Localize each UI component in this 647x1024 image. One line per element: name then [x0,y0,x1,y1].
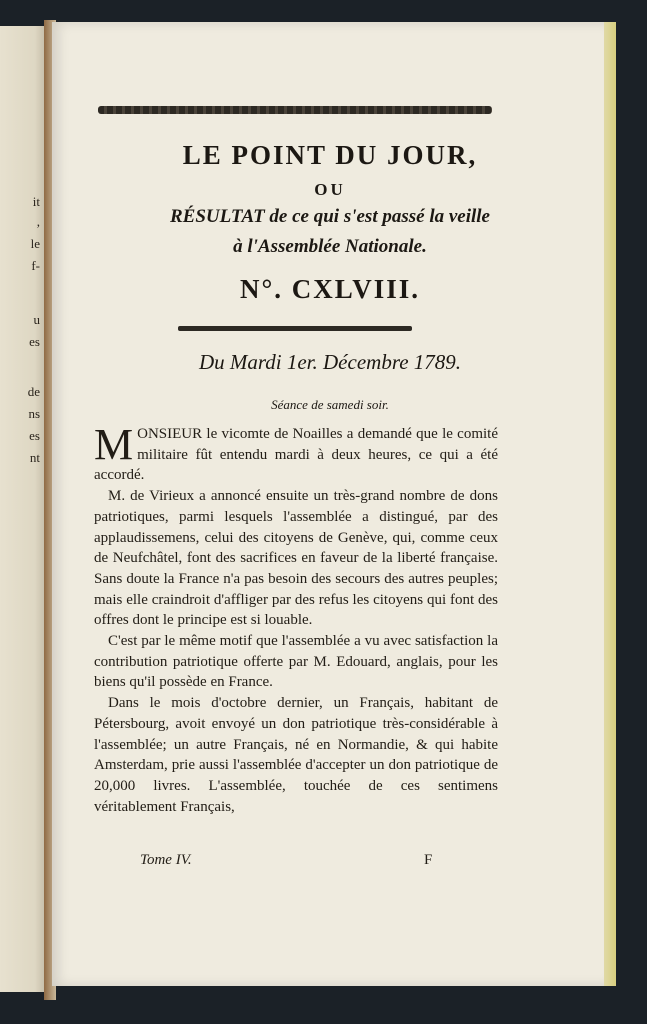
issue-date: Du Mardi 1er. Décembre 1789. [198,350,462,374]
top-ornamental-rule [98,106,492,114]
left-page-fragment: , [36,214,40,229]
left-page-fragment: es [29,334,40,349]
paragraph-2: M. de Virieux a annoncé ensuite un très-grand nombre de dons patriotiques, parmi lesquels l'assemblée a distingué, par des applaudissemens, celui des citoyens de Genève, qui, comme ceux de Neufchâtel, font des sacrifices en faveur de la liberté française. Sans doute la France n'a pas besoin des secours des autres peuples; mais elle craindroit d'affliger par des refus les citoyens qui font des offres dont le principe est si louable. [94,488,498,629]
issue-number: N°. CXLVIII. [239,274,421,304]
subtitle-line-1: RÉSULTAT de ce qui s'est passé la veille [170,206,490,227]
session-heading: Séance de samedi soir. [271,397,389,412]
paragraph-4: Dans le mois d'octobre dernier, un Français, habitant de Pétersbourg, avoit envoyé un don patriotique très-considérable à l'assemblée; un autre Français, né en Normandie, & qui habite Amsterdam, prie aussi l'assemblée d'accepter un don patriotique de 20,000 livres. L'assemblée, touchée de ces sentimens véritablement Français, [94,695,498,815]
drop-cap: M [94,420,134,469]
left-page-fragment: u [33,312,40,327]
newspaper-title: LE POINT DU JOUR, [182,140,478,170]
paragraph-1-text: ONSIEUR le vicomte de Noailles a demandé que le comité militaire fût entendu mardi à deux heures, ce qui a été accordé. [94,426,498,484]
article-body [94,420,498,817]
middle-rule [178,326,412,331]
paragraph-1 [94,420,498,486]
title-conjunction: OU [314,180,346,199]
left-facing-page [0,26,50,992]
left-page-fragment: it [32,194,40,209]
left-page-fragment: ns [28,406,40,421]
left-page-fragment: le [30,236,40,251]
left-page-fragment: es [29,428,40,443]
left-page-fragment: nt [29,450,40,465]
left-page-fragment: de [27,384,40,399]
subtitle-line-2: à l'Assemblée Nationale. [233,236,427,257]
left-page-fragment: f- [31,258,40,273]
volume-label: Tome IV. [140,852,192,868]
page-footer [140,852,460,869]
paragraph-3: C'est par le même motif que l'assemblée a vu avec satisfaction la contribution patriotique offerte par M. Edouard, anglais, pour les biens qu'il possède en France. [94,633,498,691]
signature-mark: F [424,852,433,868]
